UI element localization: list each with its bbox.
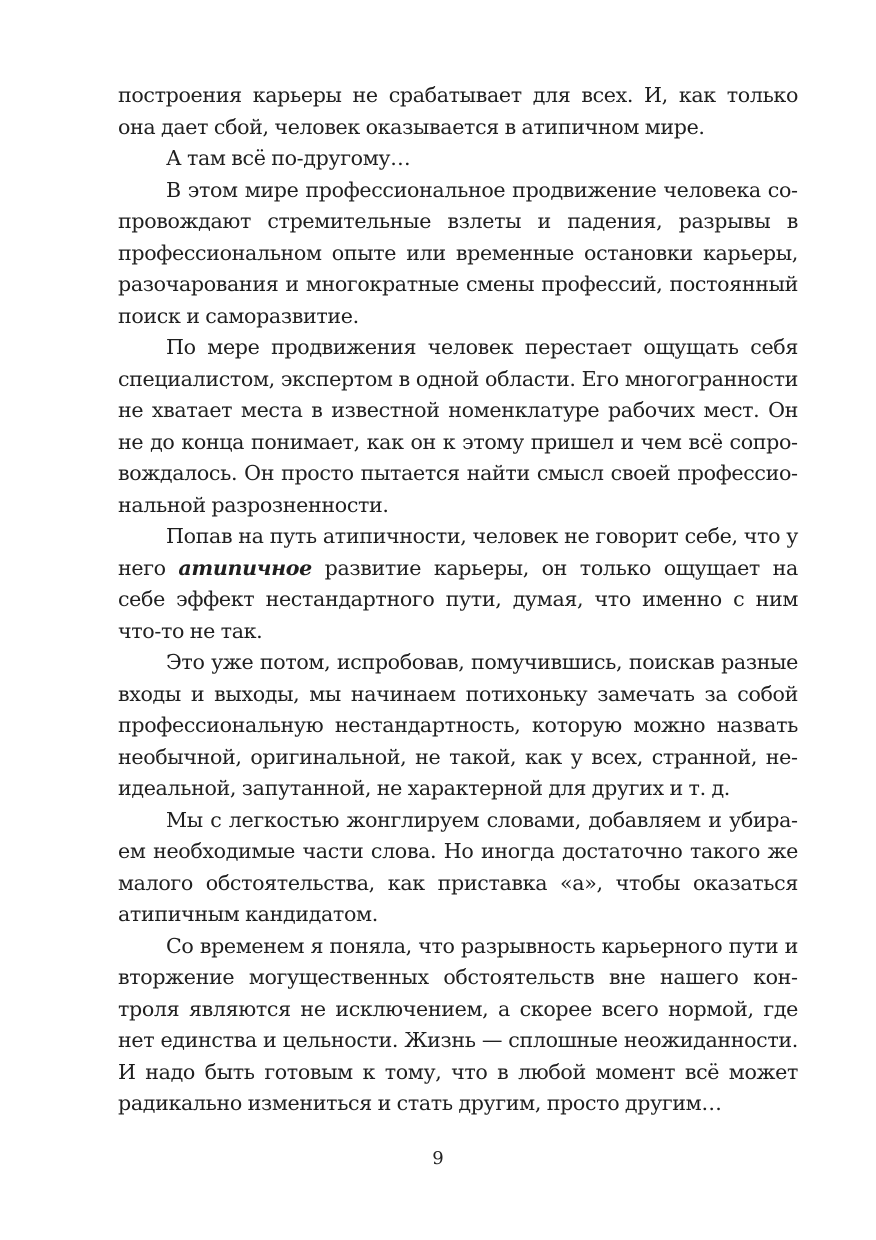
paragraph-multifacetedness: По мере продвижения человек перестает ощущать себя специалистом, экспертом в одной области. Его многогранности не хватает места в известной номенклатуре рабочих мест. Он не до конца понимает, как он к этому пришел и чем всё сопровождалось. Он просто пытается найти смысл своей профессиональной разрозненности. bbox=[118, 335, 798, 517]
paragraph-atypical-path-before: Попав на путь атипичности, человек не говорит себе, что у него bbox=[118, 524, 798, 580]
page-body bbox=[118, 80, 798, 1120]
paragraph-professional-advancement: В этом мире профессиональное продвижение человека сопровождают стремительные взлеты и падения, разрывы в профессиональном опыте или временные остановки карьеры, разочарования и многократные смены профессий, постоянный поиск и саморазвитие. bbox=[118, 177, 798, 328]
paragraph-continuation: построения карьеры не срабатывает для всех. И, как только она дает сбой, человек оказывается в атипичном мире. bbox=[118, 83, 798, 139]
paragraph-atypical-path bbox=[118, 521, 798, 647]
paragraph-atypical-path-after: развитие карьеры, он только ощущает на себе эффект нестандартного пути, думая, что именно с ним что-то не так. bbox=[118, 555, 798, 643]
emphasis-atypical: атипичное bbox=[178, 555, 312, 580]
paragraph-different-world: А там всё по-другому… bbox=[166, 146, 411, 170]
page-number: 9 bbox=[432, 1148, 444, 1169]
paragraph-juggling-words: Мы с легкостью жонглируем словами, добавляем и убираем необходимые части слова. Но иногда достаточно такого же малого обстоятельства, как приставка «а», чтобы оказаться атипичным кандидатом. bbox=[118, 807, 798, 926]
paragraph-non-standardness: Это уже потом, испробовав, помучившись, поискав разные входы и выходы, мы начинаем потихоньку замечать за собой профессиональную нестандартность, которую можно назвать необычной, оригинальной, не такой, как у всех, странной, неидеальной, запутанной, не характерной для других и т. д. bbox=[118, 650, 798, 800]
paragraph-career-discontinuity: Со временем я поняла, что разрывность карьерного пути и вторжение могущественных обстоятельств вне нашего контроля являются не исключением, а скорее всего нормой, где нет единства и цельности. Жизнь — сплошные неожиданности. И надо быть готовым к тому, что в любой момент всё может радикально измениться и стать другим, просто другим… bbox=[118, 933, 798, 1115]
